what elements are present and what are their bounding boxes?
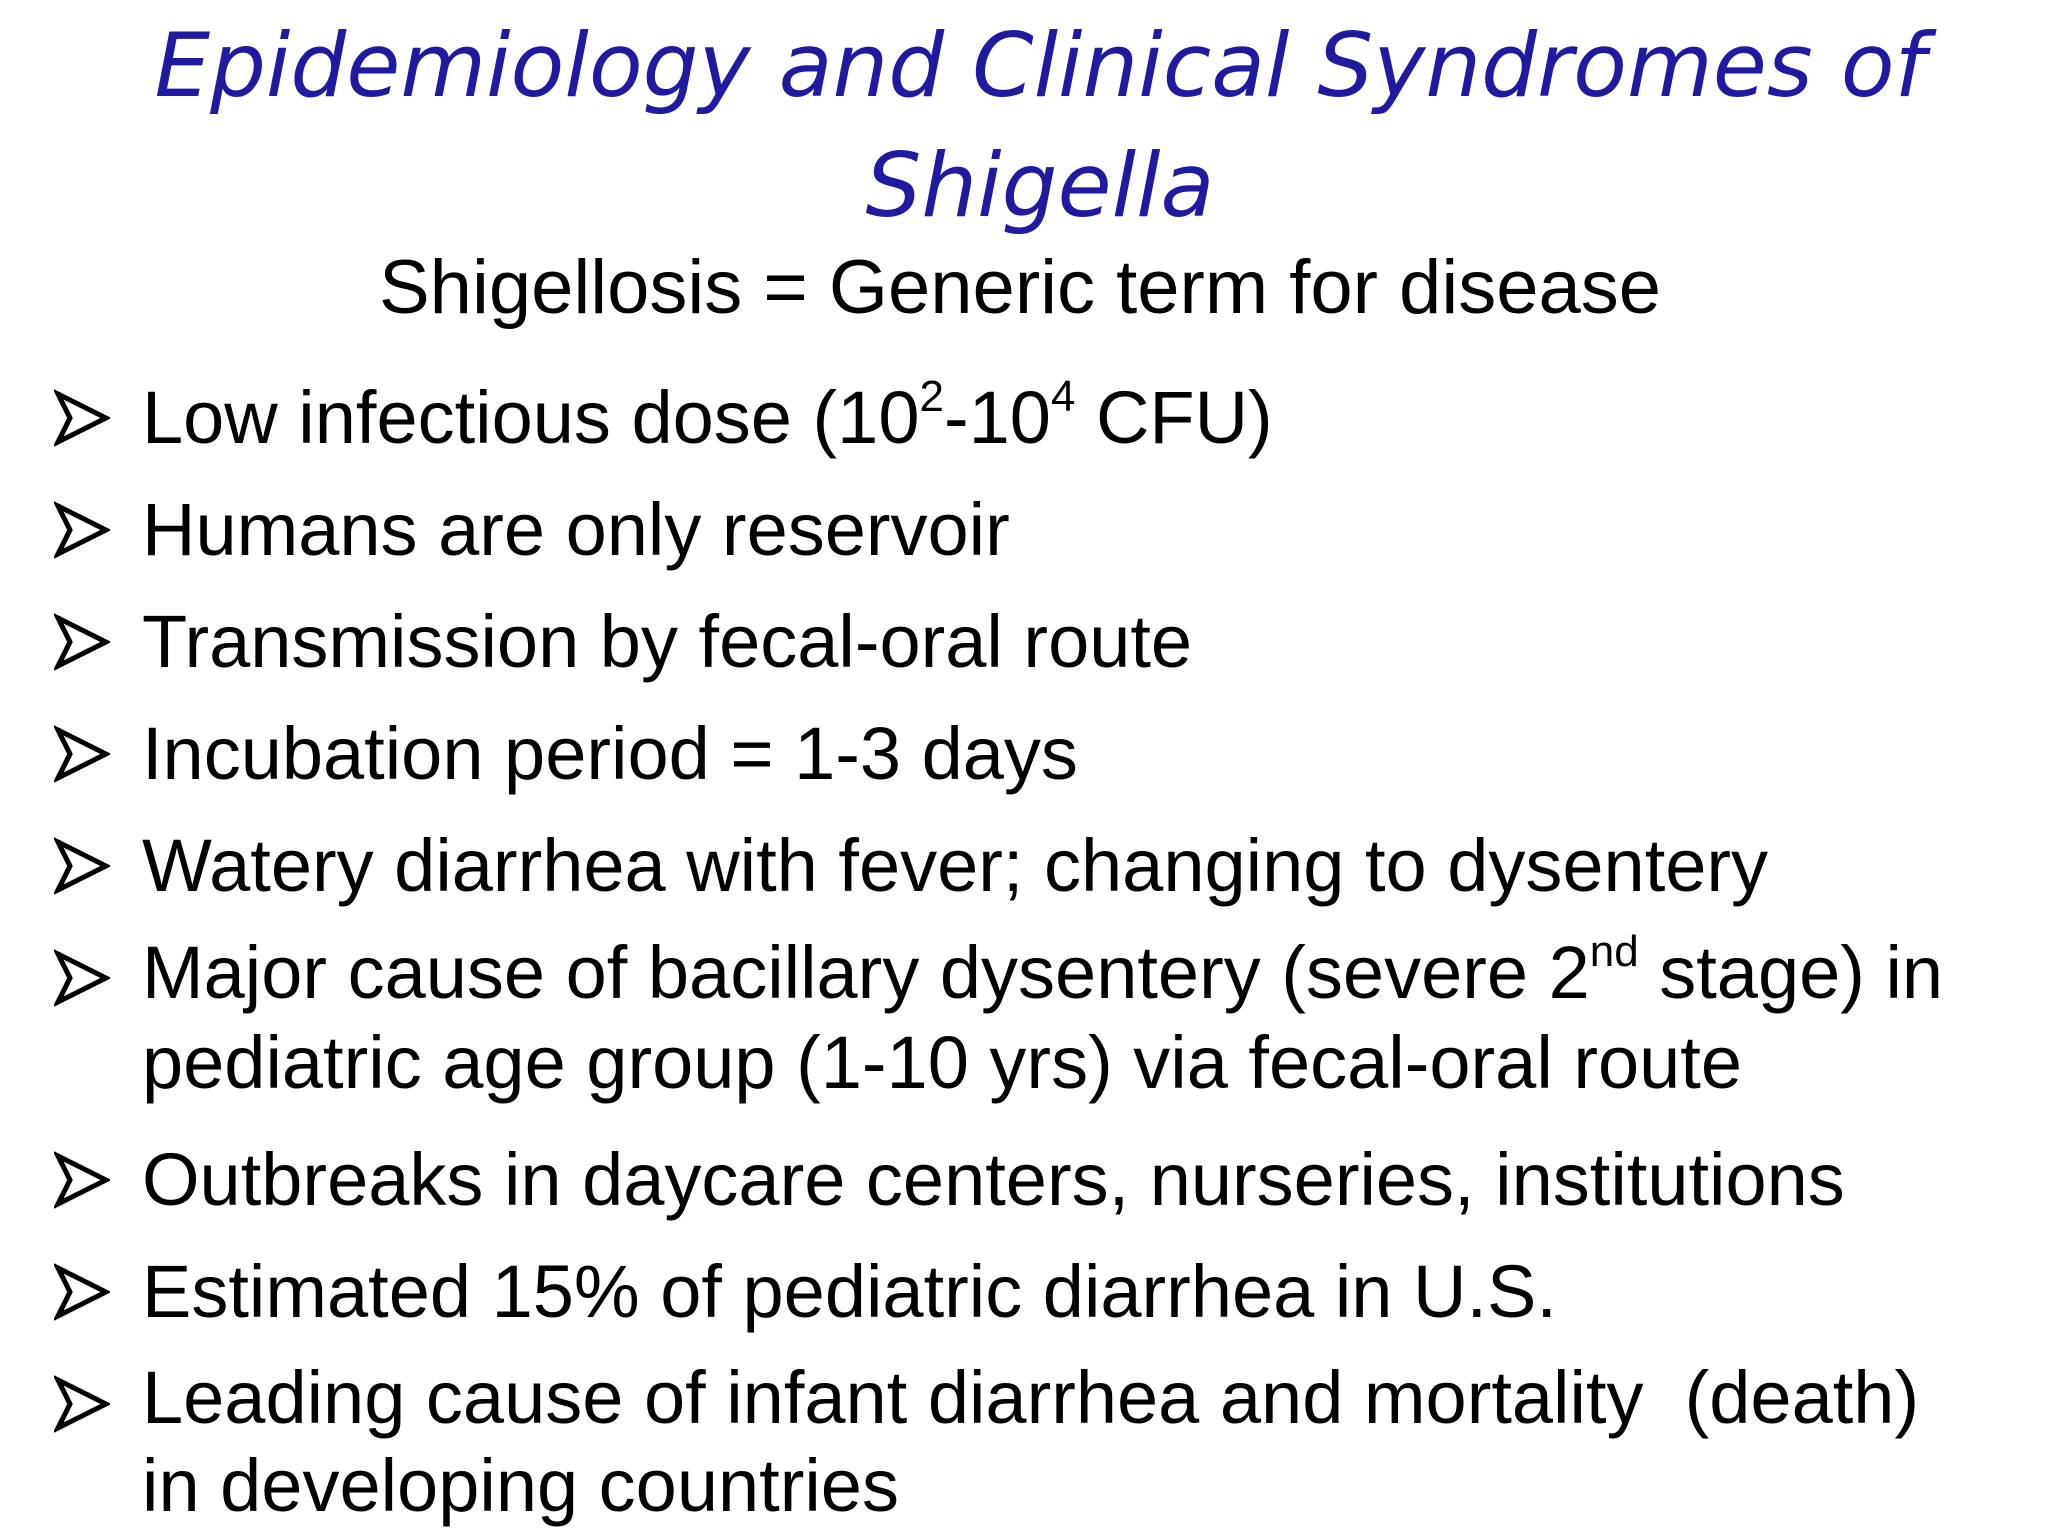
arrow-bullet-icon [54, 1262, 110, 1322]
slide-title-line-2: Shigella [865, 134, 1215, 237]
bullet-text: Estimated 15% of pediatric diarrhea in U.S. [142, 1250, 1557, 1333]
bullet-text-line-1: Leading cause of infant diarrhea and mortality (death) [142, 1356, 1920, 1439]
arrow-bullet-icon [54, 500, 110, 560]
superscript: nd [1589, 927, 1639, 977]
bullet-text: Transmission by fecal-oral route [142, 600, 1193, 683]
arrow-bullet-icon [54, 1374, 110, 1434]
bullet-text-line-2: in developing countries [142, 1444, 899, 1527]
superscript: 2 [919, 372, 944, 422]
bullet-text: Watery diarrhea with fever; changing to dysentery [142, 824, 1769, 907]
slide-title-line-1: Epidemiology and Clinical Syndromes of [154, 14, 1926, 117]
bullet-text-line-1: Major cause of bacillary dysentery (severe 2nd stage) in [142, 927, 1944, 1014]
arrow-bullet-icon [54, 1150, 110, 1210]
superscript: 4 [1050, 372, 1076, 422]
bullet-text [142, 1354, 2042, 1530]
arrow-bullet-icon [54, 948, 110, 1008]
arrow-bullet-icon [54, 724, 110, 784]
arrow-bullet-icon [54, 836, 110, 896]
arrow-bullet-icon [54, 388, 110, 448]
bullet-text: Humans are only reservoir [142, 488, 1010, 571]
slide-subtitle: Shigellosis = Generic term for disease [378, 245, 1662, 330]
bullet-text-line-2: pediatric age group (1-10 yrs) via fecal-oral route [142, 1021, 1742, 1104]
bullet-text: Outbreaks in daycare centers, nurseries, institutions [142, 1138, 1845, 1221]
bullet-text [142, 928, 2042, 1108]
bullet-text: Low infectious dose ($10^2-10^4$ CFU) [142, 372, 1273, 459]
bullet-text: Incubation period = 1-3 days [142, 712, 1078, 795]
arrow-bullet-icon [54, 612, 110, 672]
